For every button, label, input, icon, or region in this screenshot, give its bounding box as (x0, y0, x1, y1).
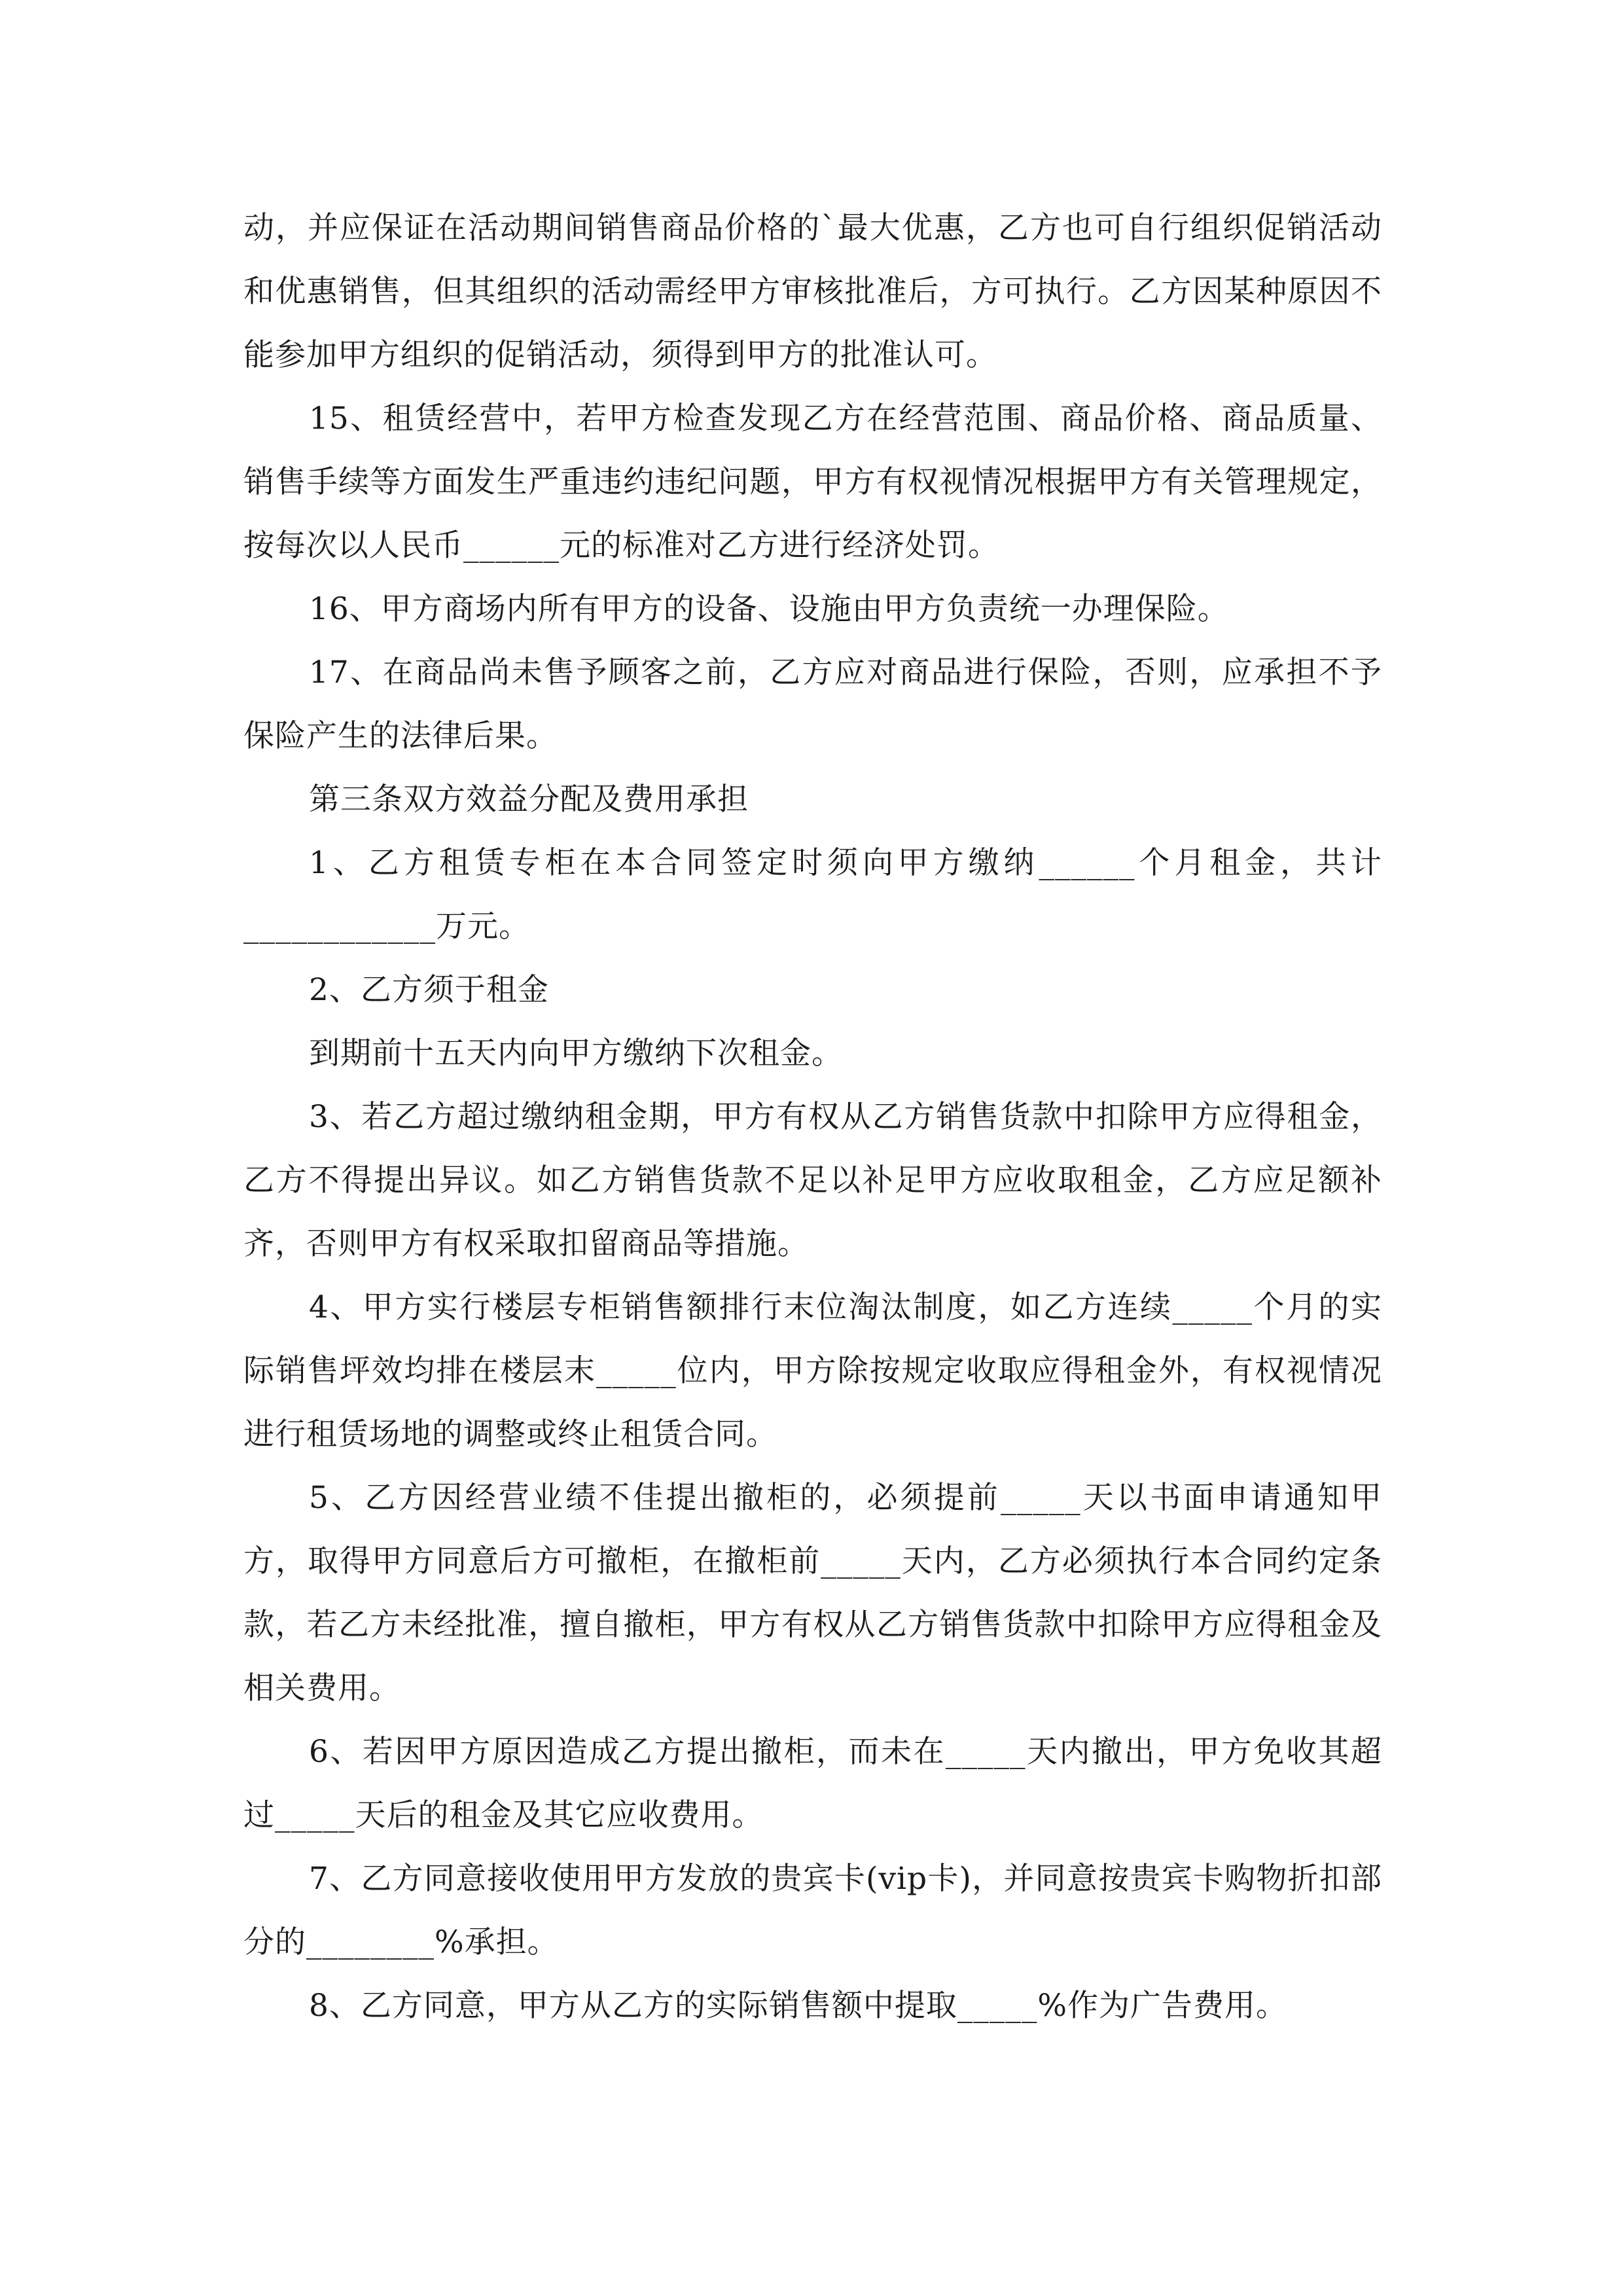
article-3-clause-8: 8、乙方同意，甲方从乙方的实际销售额中提取_____%作为广告费用。 (309, 1988, 1288, 2024)
clause-15: 15、租赁经营中，若甲方检查发现乙方在经营范围、商品价格、商品质量、销售手续等方面发生严重违约违纪问题，甲方有权视情况根据甲方有关管理规定，按每次以人民币______元的标准对乙方进行经济处罚。 (243, 401, 1382, 564)
clause-16: 16、甲方商场内所有甲方的设备、设施由甲方负责统一办理保险。 (309, 591, 1229, 627)
article-3-clause-3: 3、若乙方超过缴纳租金期，甲方有权从乙方销售货款中扣除甲方应得租金，乙方不得提出异议。如乙方销售货款不足以补足甲方应收取租金，乙方应足额补齐，否则甲方有权采取扣留商品等措施。 (243, 1099, 1382, 1262)
article-3-clause-4: 4、甲方实行楼层专柜销售额排行末位淘汰制度，如乙方连续_____个月的实际销售坪效均排在楼层末_____位内，甲方除按规定收取应得租金外，有权视情况进行租赁场地的调整或终止租赁合同。 (243, 1289, 1382, 1452)
contract-body (243, 196, 1382, 2037)
article-3-clause-2: 2、乙方须于租金 (309, 972, 549, 1008)
article-3-clause-7: 7、乙方同意接收使用甲方发放的贵宾卡(vip卡)，并同意按贵宾卡购物折扣部分的________%承担。 (243, 1861, 1382, 1960)
article-3-clause-5: 5、乙方因经营业绩不佳提出撤柜的，必须提前_____天以书面申请通知甲方，取得甲方同意后方可撤柜，在撤柜前_____天内，乙方必须执行本合同约定条款，若乙方未经批准，擅自撤柜，甲方有权从乙方销售货款中扣除甲方应得租金及相关费用。 (243, 1480, 1382, 1706)
article-3-heading: 第三条双方效益分配及费用承担 (309, 781, 749, 817)
article-3-clause-1: 1、乙方租赁专柜在本合同签定时须向甲方缴纳______个月租金，共计____________万元。 (243, 845, 1382, 944)
clause-17: 17、在商品尚未售予顾客之前，乙方应对商品进行保险，否则，应承担不予保险产生的法律后果。 (243, 655, 1382, 754)
article-3-clause-6: 6、若因甲方原因造成乙方提出撤柜，而未在_____天内撤出，甲方免收其超过_____天后的租金及其它应收费用。 (243, 1734, 1382, 1833)
article-3-clause-2-cont: 到期前十五天内向甲方缴纳下次租金。 (309, 1035, 843, 1071)
paragraph-continuation: 动，并应保证在活动期间销售商品价格的`最大优惠，乙方也可自行组织促销活动和优惠销售，但其组织的活动需经甲方审核批准后，方可执行。乙方因某种原因不能参加甲方组织的促销活动，须得到甲方的批准认可。 (243, 210, 1382, 373)
